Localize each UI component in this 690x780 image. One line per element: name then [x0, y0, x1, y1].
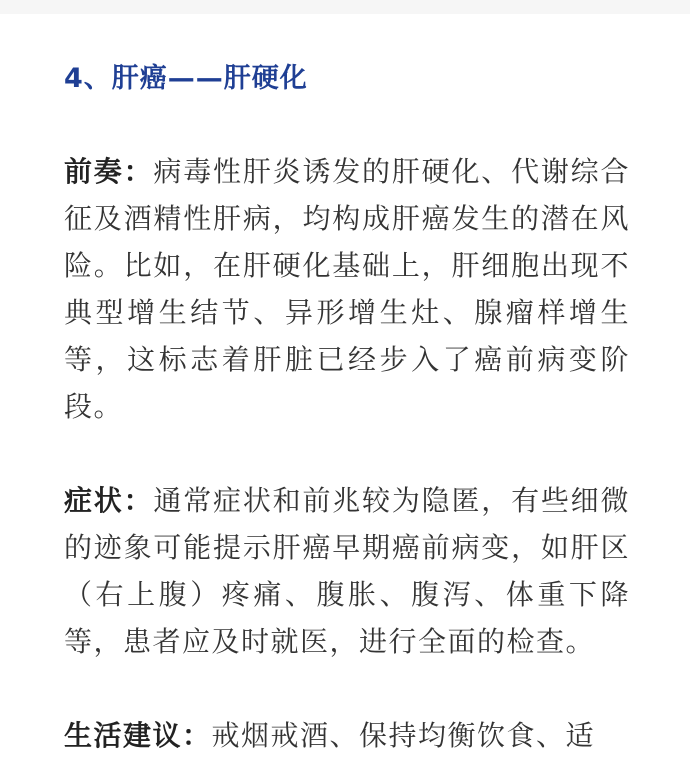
- lifestyle-advice-label: 生活建议：: [64, 719, 212, 752]
- paragraph-symptoms: [64, 477, 630, 665]
- article-body: [64, 58, 630, 759]
- prelude-text: 病毒性肝炎诱发的肝硬化、代谢综合征及酒精性肝病，均构成肝癌发生的潜在风险。比如，在肝硬化基础上，肝细胞出现不典型增生结节、异形增生灶、腺瘤样增生等，这标志着肝脏已经步入了癌前病变阶段。: [64, 155, 630, 423]
- paragraph-prelude: [64, 148, 630, 430]
- lifestyle-advice-text: 戒烟戒酒、保持均衡饮食、适: [211, 719, 596, 752]
- symptoms-text: 通常症状和前兆较为隐匿，有些细微的迹象可能提示肝癌早期癌前病变，如肝区（右上腹）疼痛、腹胀、腹泻、体重下降等，患者应及时就医，进行全面的检查。: [64, 484, 630, 658]
- section-heading: 4、肝癌——肝硬化: [64, 63, 308, 94]
- prelude-label: 前奏：: [64, 155, 154, 188]
- paragraph-lifestyle-advice: [64, 712, 630, 759]
- symptoms-label: 症状：: [64, 484, 154, 517]
- top-strip: [0, 0, 690, 14]
